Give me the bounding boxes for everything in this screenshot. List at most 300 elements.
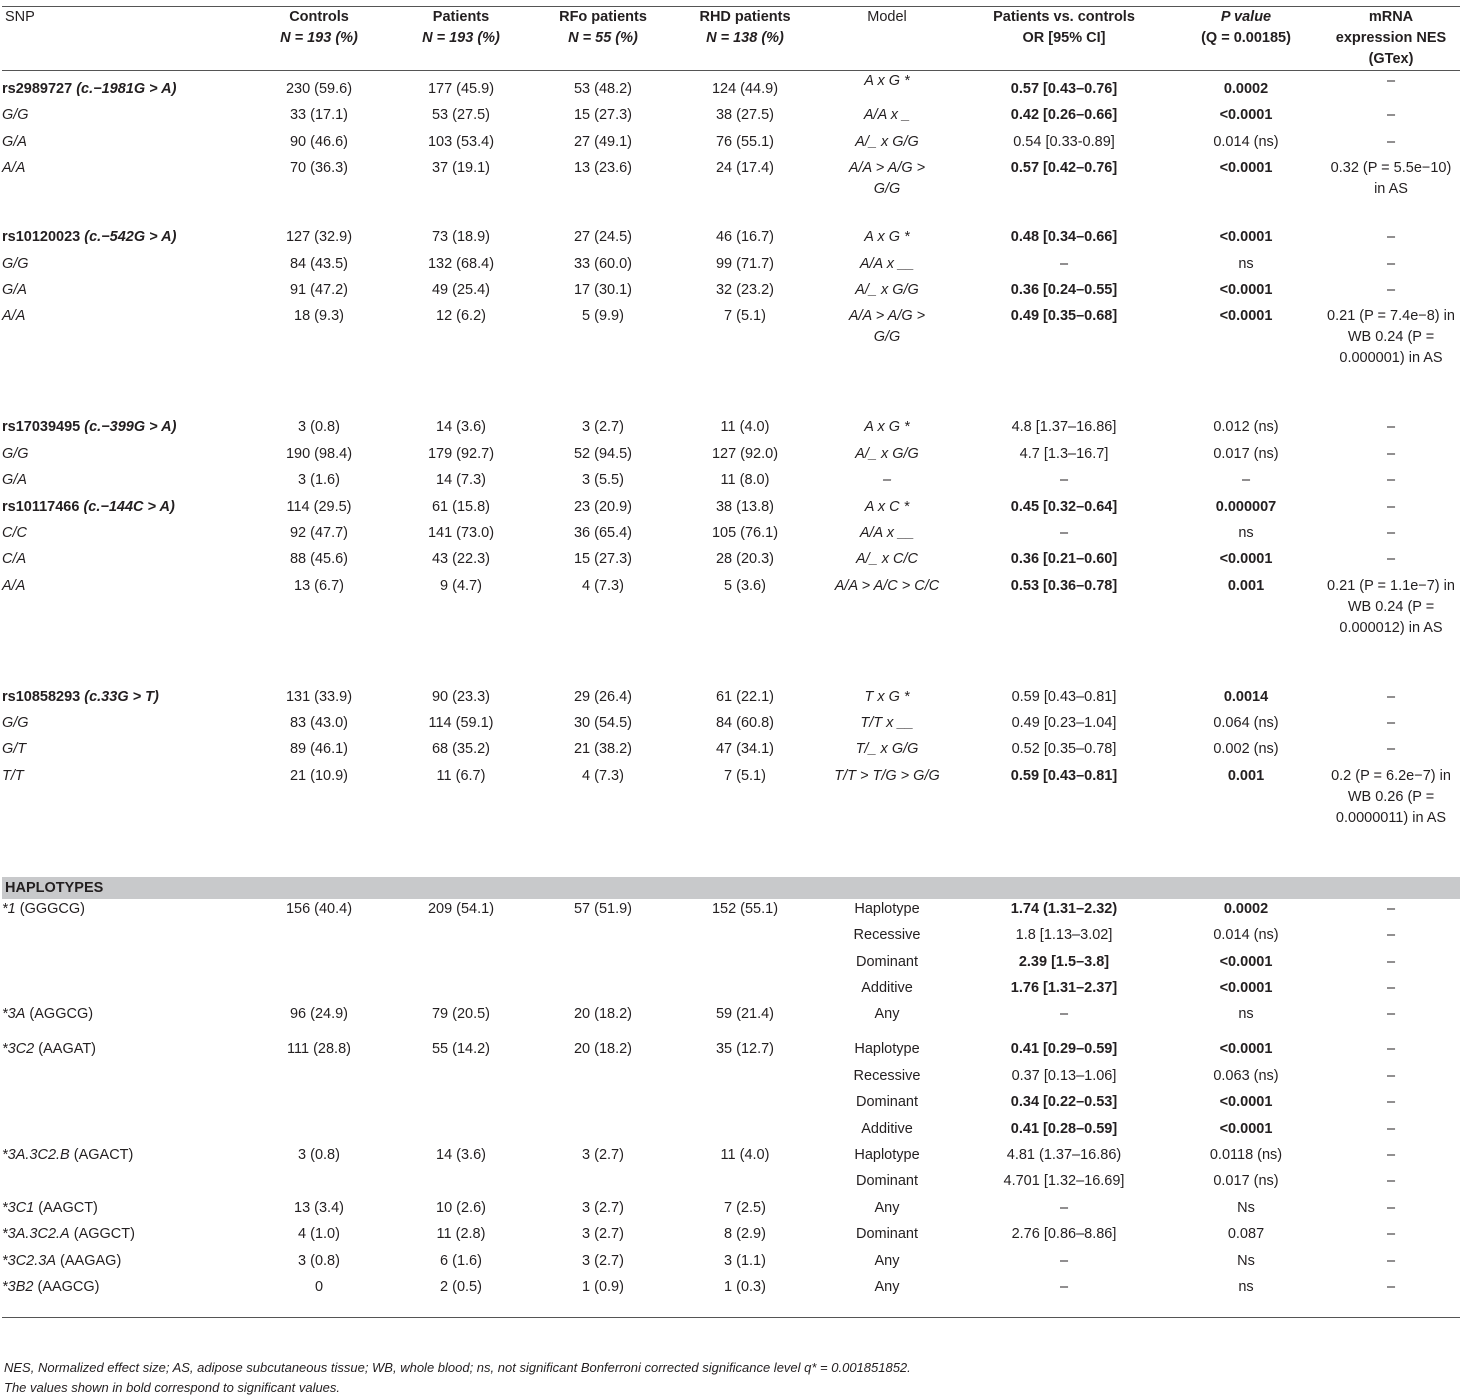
snp-variant: (c.−399G > A) [84, 419, 177, 436]
model-cell: Any [874, 1278, 900, 1295]
rfo-cell [532, 1119, 674, 1145]
or-cell: – [1059, 1199, 1069, 1216]
model-cell: Recessive [853, 927, 921, 944]
or-cell: 0.57 [0.43–0.76] [1010, 81, 1118, 97]
haplotype-sequence: (AGGCT) [73, 1226, 135, 1243]
or-cell: 0.34 [0.22–0.53] [1010, 1094, 1118, 1111]
table-row [2, 576, 1460, 687]
mrna-cell: – [1386, 281, 1396, 298]
snp-cell [2, 497, 248, 523]
p-cell: <0.0001 [1219, 160, 1273, 177]
genotype-label: G/G [2, 255, 29, 272]
p-cell: <0.0001 [1219, 308, 1273, 325]
snp-variant: (c.33G > T) [84, 688, 159, 705]
table-row [2, 766, 1460, 877]
rfo-cell: 3 (2.7) [582, 1146, 624, 1163]
col-header-controls: Controls N = 193 (%) [248, 7, 390, 71]
or-cell: 0.42 [0.26–0.66] [1010, 107, 1118, 124]
table-sheet [0, 6, 1462, 1400]
rule-cell [1170, 1303, 1322, 1318]
patients-cell: 14 (3.6) [436, 1146, 486, 1163]
genotype-label: A/A [2, 577, 26, 594]
or-cell: 0.36 [0.24–0.55] [1010, 281, 1118, 298]
table-row [2, 132, 1460, 158]
mrna-cell: 0.2 (P = 6.2e−7) in WB 0.26 (P = 0.0000011) in AS [1331, 767, 1451, 826]
p-cell: 0.0002 [1223, 900, 1269, 917]
mrna-cell: – [1386, 1146, 1396, 1163]
mrna-cell: – [1386, 133, 1396, 150]
model-cell: A x C * [864, 498, 910, 515]
rhd-cell: 99 (71.7) [715, 255, 775, 272]
patients-cell: 177 (45.9) [427, 81, 495, 97]
rfo-cell: 17 (30.1) [573, 281, 633, 298]
mrna-cell: – [1386, 927, 1396, 944]
col-header-model: Model [816, 7, 958, 71]
genotype-label: C/C [2, 524, 27, 541]
patients-cell: 68 (35.2) [431, 741, 491, 758]
genotype-label: G/G [2, 715, 29, 732]
table-row [2, 497, 1460, 523]
haplotype-label: *3A.3C2.B [2, 1146, 70, 1163]
patients-cell [390, 925, 532, 951]
results-table [2, 6, 1460, 1318]
model-cell: Recessive [853, 1067, 921, 1084]
rfo-cell: 21 (38.2) [573, 741, 633, 758]
p-cell: 0.001 [1227, 577, 1265, 594]
or-cell: 1.76 [1.31–2.37] [1010, 980, 1118, 997]
rhd-cell: 47 (34.1) [715, 741, 775, 758]
table-row [2, 71, 1460, 106]
snp-cell [2, 687, 248, 713]
haplotype-label: *3A [2, 1006, 26, 1023]
patients-cell [390, 952, 532, 978]
p-cell: – [1241, 472, 1251, 489]
col-header-rhd: RHD patients N = 138 (%) [674, 7, 816, 71]
controls-cell: 84 (43.5) [289, 255, 349, 272]
genotype-label: G/G [2, 107, 29, 124]
rfo-cell [532, 952, 674, 978]
rfo-cell: 30 (54.5) [573, 715, 633, 732]
table-row [2, 1119, 1460, 1145]
snp-cell [2, 227, 248, 253]
p-cell: 0.017 (ns) [1213, 445, 1279, 462]
rhd-cell: 152 (55.1) [711, 900, 779, 917]
model-cell: Additive [861, 1120, 913, 1137]
haplotype-cell [2, 1198, 248, 1224]
snp-cell [2, 576, 248, 687]
p-cell: ns [1238, 255, 1254, 272]
rule-cell [674, 1303, 816, 1318]
controls-cell: 3 (0.8) [298, 1252, 340, 1269]
or-cell: 0.37 [0.13–1.06] [1011, 1067, 1117, 1084]
patients-cell: 9 (4.7) [440, 577, 482, 594]
col-header-rfo: RFo patients N = 55 (%) [532, 7, 674, 71]
p-cell: <0.0001 [1219, 1094, 1273, 1111]
p-cell: 0.017 (ns) [1213, 1173, 1279, 1190]
patients-cell: 12 (6.2) [436, 308, 486, 325]
or-cell: – [1059, 524, 1069, 541]
rhd-cell [674, 1171, 816, 1197]
genotype-label: A/A [2, 160, 26, 177]
rhd-cell: 1 (0.3) [724, 1278, 766, 1295]
mrna-cell: – [1386, 1252, 1396, 1269]
genotype-label: G/T [2, 741, 27, 758]
table-row [2, 1039, 1460, 1065]
haplotype-sequence: (GGGCG) [19, 900, 85, 917]
patients-cell: 73 (18.9) [431, 229, 491, 246]
mrna-cell: – [1386, 1199, 1396, 1216]
snp-variant: (c.−144C > A) [83, 498, 175, 515]
rhd-cell: 3 (1.1) [724, 1252, 766, 1269]
mrna-cell: – [1386, 1041, 1396, 1058]
model-cell: Any [874, 1199, 900, 1216]
haplotypes-section-header [2, 877, 1460, 899]
rhd-cell [674, 1092, 816, 1118]
controls-cell: 90 (46.6) [289, 133, 349, 150]
mrna-cell: – [1386, 715, 1396, 732]
rfo-cell [532, 925, 674, 951]
haplotype-label: *3C2 [2, 1041, 35, 1058]
rhd-cell: 11 (8.0) [720, 472, 770, 489]
controls-cell: 131 (33.9) [285, 688, 353, 705]
model-cell: Additive [861, 980, 913, 997]
table-row [2, 1198, 1460, 1224]
p-cell: 0.0002 [1223, 81, 1269, 97]
patients-cell: 61 (15.8) [431, 498, 491, 515]
snp-id: rs10120023 [2, 229, 81, 246]
controls-cell: 96 (24.9) [289, 1006, 349, 1023]
mrna-cell: – [1386, 551, 1396, 568]
table-row [2, 306, 1460, 417]
or-cell: – [1059, 255, 1069, 272]
model-cell: A x G * [864, 73, 910, 89]
table-row [2, 158, 1460, 227]
or-cell: 0.59 [0.43–0.81] [1010, 767, 1118, 784]
col-header-p: P value (Q = 0.00185) [1170, 7, 1322, 71]
model-cell: Dominant [855, 953, 919, 970]
haplotype-sequence: (AGGCG) [29, 1006, 94, 1023]
controls-cell [248, 925, 390, 951]
snp-variant: (c.−1981G > A) [76, 81, 177, 97]
patients-cell: 11 (6.7) [436, 767, 486, 784]
rhd-cell: 38 (13.8) [715, 498, 775, 515]
model-cell: A/A > A/G > G/G [848, 160, 926, 198]
snp-cell [2, 523, 248, 549]
controls-cell [248, 1171, 390, 1197]
snp-cell [2, 280, 248, 306]
model-cell: A/_ x C/C [855, 551, 919, 568]
snp-cell [2, 306, 248, 417]
rhd-cell: 5 (3.6) [724, 577, 766, 594]
patients-cell: 43 (22.3) [431, 551, 491, 568]
haplotype-cell [2, 1251, 248, 1277]
snp-id: rs17039495 [2, 419, 81, 436]
genotype-label: A/A [2, 308, 26, 325]
p-cell: 0.087 [1227, 1226, 1265, 1243]
col-header-snp: SNP [2, 7, 248, 71]
controls-cell: 18 (9.3) [294, 308, 344, 325]
rhd-cell: 11 (4.0) [720, 1146, 770, 1163]
or-cell: 0.41 [0.28–0.59] [1010, 1120, 1118, 1137]
mrna-cell: – [1386, 107, 1396, 124]
model-cell: A x G * [864, 229, 910, 246]
header-row [2, 7, 1460, 71]
or-cell: 2.76 [0.86–8.86] [1011, 1226, 1117, 1243]
rhd-cell: 7 (5.1) [724, 767, 766, 784]
model-cell: Haplotype [854, 900, 920, 917]
table-row [2, 1171, 1460, 1197]
rfo-cell: 20 (18.2) [573, 1006, 633, 1023]
patients-cell: 6 (1.6) [440, 1252, 482, 1269]
rhd-cell: 35 (12.7) [715, 1041, 775, 1058]
model-cell: Haplotype [854, 1041, 920, 1058]
rfo-cell: 33 (60.0) [573, 255, 633, 272]
haplotype-cell [2, 1145, 248, 1171]
rfo-cell: 13 (23.6) [573, 160, 633, 177]
or-cell: 2.39 [1.5–3.8] [1018, 953, 1110, 970]
rhd-cell: 24 (17.4) [715, 160, 775, 177]
mrna-cell: – [1386, 688, 1396, 705]
patients-cell: 79 (20.5) [431, 1006, 491, 1023]
model-cell: – [882, 472, 892, 489]
table-row [2, 739, 1460, 765]
patients-cell: 179 (92.7) [427, 445, 495, 462]
haplotype-cell [2, 1119, 248, 1145]
rfo-cell: 52 (94.5) [573, 445, 633, 462]
model-cell: A/A x __ [859, 255, 915, 272]
table-bottom-rule [2, 1303, 1460, 1318]
table-row [2, 1145, 1460, 1171]
genotype-label: C/A [2, 551, 27, 568]
mrna-cell: – [1386, 900, 1396, 917]
p-cell: <0.0001 [1219, 107, 1273, 124]
model-cell: A/_ x G/G [855, 445, 919, 462]
table-row [2, 713, 1460, 739]
patients-cell: 14 (7.3) [436, 472, 486, 489]
controls-cell: 230 (59.6) [285, 81, 353, 97]
model-cell: T/T > T/G > G/G [834, 767, 940, 784]
rhd-cell: 28 (20.3) [715, 551, 775, 568]
controls-cell: 70 (36.3) [289, 160, 349, 177]
haplotype-rows [2, 899, 1460, 1318]
haplotype-label: *3C1 [2, 1199, 35, 1216]
rfo-cell [532, 978, 674, 1004]
or-cell: 0.48 [0.34–0.66] [1010, 229, 1118, 246]
col-header-patients: Patients N = 193 (%) [390, 7, 532, 71]
haplotype-cell [2, 1277, 248, 1303]
snp-cell [2, 71, 248, 106]
rhd-cell [674, 978, 816, 1004]
controls-cell: 21 (10.9) [289, 767, 349, 784]
rfo-cell: 3 (2.7) [582, 1252, 624, 1269]
mrna-cell: – [1386, 524, 1396, 541]
rhd-cell [674, 925, 816, 951]
table-row [2, 105, 1460, 131]
or-cell: 1.8 [1.13–3.02] [1015, 927, 1113, 944]
footnote-bold: The values shown in bold correspond to significant values. [4, 1380, 341, 1395]
p-cell: <0.0001 [1219, 1120, 1273, 1137]
model-cell: Dominant [855, 1226, 919, 1243]
or-cell: 1.74 (1.31–2.32) [1010, 900, 1118, 917]
controls-cell: 88 (45.6) [289, 551, 349, 568]
p-cell: <0.0001 [1219, 1041, 1273, 1058]
or-cell: 0.45 [0.32–0.64] [1010, 498, 1118, 515]
or-cell: 4.701 [1.32–16.69] [1003, 1173, 1125, 1190]
p-cell: <0.0001 [1219, 551, 1273, 568]
haplotype-cell [2, 1224, 248, 1250]
p-cell: 0.012 (ns) [1213, 419, 1279, 436]
rfo-cell [532, 1066, 674, 1092]
snp-cell [2, 417, 248, 443]
rfo-cell: 4 (7.3) [582, 577, 624, 594]
rhd-cell: 76 (55.1) [715, 133, 775, 150]
patients-cell: 209 (54.1) [427, 900, 495, 917]
table-row [2, 1251, 1460, 1277]
mrna-cell: – [1386, 980, 1396, 997]
patients-cell [390, 1066, 532, 1092]
or-cell: 0.54 [0.33-0.89] [1013, 133, 1115, 150]
rhd-cell: 8 (2.9) [724, 1226, 766, 1243]
or-cell: 4.7 [1.3–16.7] [1019, 445, 1109, 462]
haplotype-cell [2, 899, 248, 925]
mrna-cell: – [1386, 255, 1396, 272]
rfo-cell [532, 1171, 674, 1197]
table-row [2, 978, 1460, 1004]
mrna-cell: 0.21 (P = 7.4e−8) in WB 0.24 (P = 0.000001) in AS [1327, 308, 1455, 367]
or-cell: – [1059, 1252, 1069, 1269]
haplotype-cell [2, 1092, 248, 1118]
mrna-cell: – [1386, 472, 1396, 489]
rfo-cell: 4 (7.3) [582, 767, 624, 784]
table-row [2, 687, 1460, 713]
genotype-label: T/T [2, 767, 24, 784]
rfo-cell: 57 (51.9) [573, 900, 633, 917]
rhd-cell: 105 (76.1) [711, 524, 779, 541]
patients-cell [390, 1119, 532, 1145]
mrna-cell: – [1386, 1173, 1396, 1190]
controls-cell: 3 (1.6) [298, 472, 340, 489]
snp-cell [2, 105, 248, 131]
mrna-cell: – [1386, 229, 1396, 246]
model-cell: T x G * [864, 688, 910, 705]
rfo-cell: 29 (26.4) [573, 688, 633, 705]
mrna-cell: – [1386, 73, 1396, 89]
table-row [2, 470, 1460, 496]
haplotype-label: *3A.3C2.A [2, 1226, 70, 1243]
rule-cell [958, 1303, 1170, 1318]
controls-cell: 190 (98.4) [285, 445, 353, 462]
mrna-cell: – [1386, 1278, 1396, 1295]
haplotype-sequence: (AAGAG) [60, 1252, 122, 1269]
p-cell: ns [1238, 524, 1254, 541]
controls-cell: 111 (28.8) [287, 1041, 351, 1058]
haplotype-cell [2, 1066, 248, 1092]
controls-cell [248, 952, 390, 978]
or-cell: – [1059, 1278, 1069, 1295]
rfo-cell: 20 (18.2) [573, 1041, 633, 1058]
haplotype-cell [2, 1039, 248, 1065]
snp-cell [2, 766, 248, 877]
controls-cell: 13 (3.4) [294, 1199, 344, 1216]
mrna-cell: 0.21 (P = 1.1e−7) in WB 0.24 (P = 0.000012) in AS [1327, 577, 1455, 636]
model-cell: A/A > A/C > C/C [834, 577, 940, 594]
or-cell: 0.49 [0.23–1.04] [1011, 715, 1117, 732]
or-cell: 0.53 [0.36–0.78] [1010, 577, 1118, 594]
snp-cell [2, 444, 248, 470]
or-cell: – [1059, 1006, 1069, 1023]
rhd-cell: 59 (21.4) [715, 1006, 775, 1023]
table-row [2, 549, 1460, 575]
genotype-label: G/A [2, 281, 27, 298]
rfo-cell: 3 (2.7) [582, 1199, 624, 1216]
haplotype-cell [2, 1171, 248, 1197]
controls-cell: 3 (0.8) [298, 419, 340, 436]
snp-cell [2, 158, 248, 227]
controls-cell: 156 (40.4) [285, 900, 353, 917]
patients-cell: 132 (68.4) [427, 255, 495, 272]
patients-cell: 2 (0.5) [440, 1278, 482, 1295]
haplotype-cell [2, 925, 248, 951]
table-row [2, 899, 1460, 925]
table-row [2, 227, 1460, 253]
table-row [2, 1092, 1460, 1118]
haplotype-label: *3B2 [2, 1278, 34, 1295]
table-row [2, 417, 1460, 443]
snp-cell [2, 254, 248, 280]
haplotype-cell [2, 1004, 248, 1039]
model-cell: Dominant [855, 1173, 919, 1190]
rfo-cell: 3 (2.7) [582, 1226, 624, 1243]
controls-cell: 0 [314, 1278, 324, 1295]
snp-cell [2, 470, 248, 496]
p-cell: 0.0118 (ns) [1209, 1146, 1283, 1163]
rhd-cell: 84 (60.8) [715, 715, 775, 732]
rfo-cell: 36 (65.4) [573, 524, 633, 541]
controls-cell: 92 (47.7) [289, 524, 349, 541]
p-cell: Ns [1237, 1252, 1255, 1269]
mrna-cell: – [1386, 953, 1396, 970]
rhd-cell: 32 (23.2) [715, 281, 775, 298]
model-cell: A/A x _ [863, 107, 911, 124]
rfo-cell: 1 (0.9) [582, 1278, 624, 1295]
genotype-label: G/G [2, 445, 29, 462]
controls-cell: 83 (43.0) [289, 715, 349, 732]
haplotype-sequence: (AAGCT) [38, 1199, 98, 1216]
controls-cell: 4 (1.0) [298, 1226, 340, 1243]
model-cell: Any [874, 1006, 900, 1023]
controls-cell [248, 978, 390, 1004]
patients-cell [390, 1171, 532, 1197]
p-cell: 0.064 (ns) [1213, 715, 1279, 732]
snp-cell [2, 132, 248, 158]
table-row [2, 1277, 1460, 1303]
mrna-cell: – [1386, 1006, 1396, 1023]
snp-variant: (c.−542G > A) [84, 229, 177, 246]
table-row [2, 254, 1460, 280]
p-cell: ns [1238, 1006, 1254, 1023]
controls-cell: 114 (29.5) [286, 498, 352, 515]
rule-cell [248, 1303, 390, 1318]
rfo-cell: 15 (27.3) [573, 551, 633, 568]
mrna-cell: – [1386, 498, 1396, 515]
or-cell: 0.41 [0.29–0.59] [1010, 1041, 1118, 1058]
table-row [2, 280, 1460, 306]
haplotype-sequence: (AAGCG) [37, 1278, 100, 1295]
controls-cell: 127 (32.9) [285, 229, 353, 246]
p-cell: 0.001 [1227, 767, 1265, 784]
controls-cell [248, 1092, 390, 1118]
model-cell: T/T x __ [860, 715, 914, 732]
